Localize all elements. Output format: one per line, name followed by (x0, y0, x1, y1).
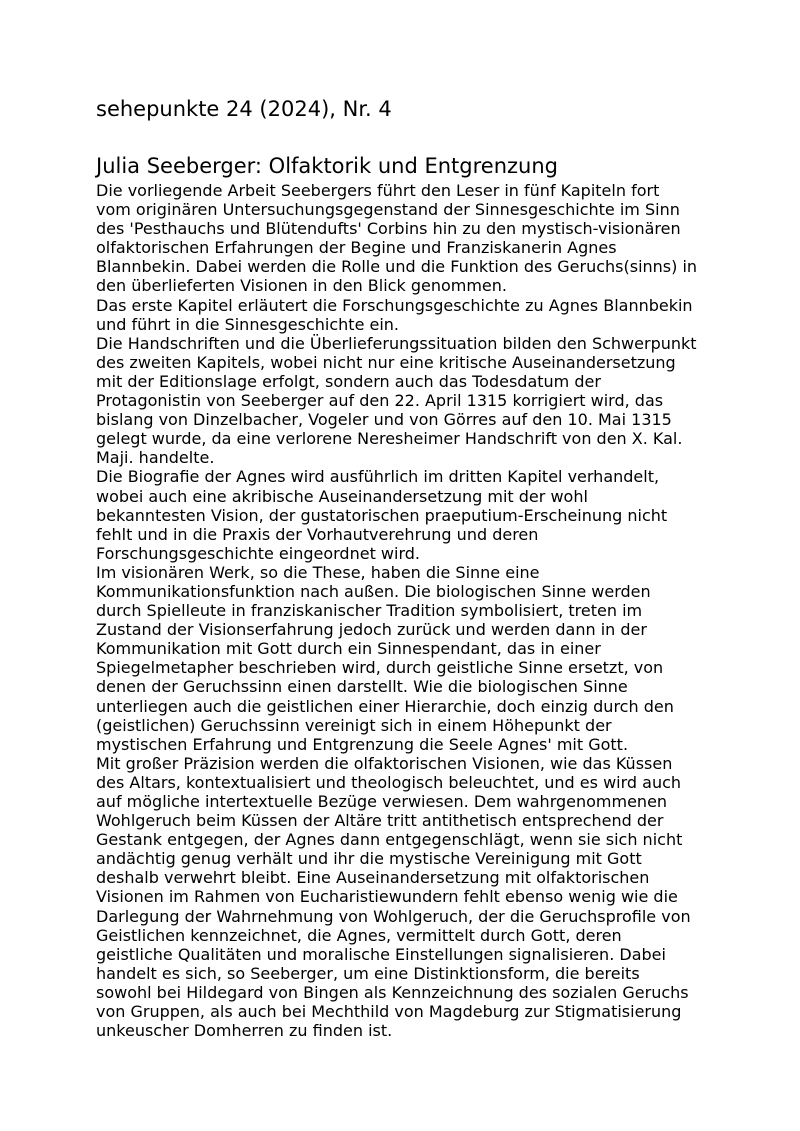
body-paragraph (96, 181, 716, 296)
text-line: sowohl bei Hildegard von Bingen als Kennzeichnung des sozialen Geruchs (96, 982, 689, 1002)
text-line: und führt in die Sinnesgeschichte ein. (96, 314, 400, 334)
text-line: Im visionären Werk, so die These, haben die Sinne eine (96, 562, 540, 582)
text-line: Blannbekin. Dabei werden die Rolle und die Funktion des Geruchs(sinns) in (96, 257, 698, 277)
text-line: wobei auch eine akribische Auseinandersetzung mit der wohl (96, 486, 588, 506)
text-line: vom originären Untersuchungsgegenstand der Sinnesgeschichte im Sinn (96, 200, 680, 220)
text-line: (geistlichen) Geruchssinn vereinigt sich in einem Höhepunkt der (96, 715, 612, 735)
text-line: Gestank entgegen, der Agnes dann entgegenschlägt, wenn sie sich nicht (96, 830, 683, 850)
text-line: bislang von Dinzelbacher, Vogeler und von Görres auf den 10. Mai 1315 (96, 410, 672, 430)
text-line: Forschungsgeschichte eingeordnet wird. (96, 543, 420, 563)
text-line: unterliegen auch die geistlichen einer Hierarchie, doch einzig durch den (96, 696, 674, 716)
text-line: des Altars, kontextualisiert und theologisch beleuchtet, und es wird auch (96, 772, 682, 792)
text-line: deshalb verwehrt bleibt. Eine Auseinandersetzung mit olfaktorischen (96, 868, 650, 888)
text-line: den überlieferten Visionen in den Blick genommen. (96, 276, 507, 296)
text-line: des zweiten Kapitels, wobei nicht nur eine kritische Auseinandersetzung (96, 352, 676, 372)
text-line: des 'Pesthauchs und Blütendufts' Corbins hin zu den mystisch-visionären (96, 219, 681, 239)
text-line: Wohlgeruch beim Küssen der Altäre tritt antithetisch entsprechend der (96, 811, 664, 831)
text-line: Darlegung der Wahrnehmung von Wohlgeruch, der die Geruchsprofile von (96, 906, 691, 926)
text-line: Das erste Kapitel erläutert die Forschungsgeschichte zu Agnes Blannbekin (96, 295, 693, 315)
body-paragraph (96, 296, 716, 334)
text-line: andächtig genug verhält und ihr die mystische Vereinigung mit Gott (96, 849, 642, 869)
text-line: Die Handschriften und die Überlieferungssituation bilden den Schwerpunkt (96, 333, 697, 353)
body-paragraph (96, 754, 716, 1040)
text-line: Die vorliegende Arbeit Seebergers führt den Leser in fünf Kapiteln fort (96, 181, 660, 200)
text-line: von Gruppen, als auch bei Mechthild von Magdeburg zur Stigmatisierung (96, 1002, 682, 1022)
text-line: Spiegelmetapher beschrieben wird, durch geistliche Sinne ersetzt, von (96, 658, 664, 678)
text-line: Geistlichen kennzeichnet, die Agnes, vermittelt durch Gott, deren (96, 925, 622, 945)
text-line: Protagonistin von Seeberger auf den 22. April 1315 korrigiert wird, das (96, 391, 664, 411)
text-line: handelt es sich, so Seeberger, um eine Distinktionsform, die bereits (96, 963, 640, 983)
text-line: Mit großer Präzision werden die olfaktorischen Visionen, wie das Küssen (96, 753, 673, 773)
text-line: Maji. handelte. (96, 448, 215, 468)
document-page (96, 94, 716, 1040)
text-line: olfaktorischen Erfahrungen der Begine und Franziskanerin Agnes (96, 238, 617, 258)
review-title: Julia Seeberger: Olfaktorik und Entgrenzung (96, 154, 558, 178)
body-paragraph (96, 563, 716, 754)
text-line: mit der Editionslage erfolgt, sondern auch das Todesdatum der (96, 371, 601, 391)
text-line: Zustand der Visionserfahrung jedoch zurück und werden dann in der (96, 620, 647, 640)
text-line: denen der Geruchssinn einen darstellt. Wie die biologischen Sinne (96, 677, 628, 697)
text-line: auf mögliche intertextuelle Bezüge verwiesen. Dem wahrgenommenen (96, 792, 668, 811)
text-line: bekanntesten Vision, der gustatorischen praeputium-Erscheinung nicht (96, 505, 668, 525)
text-line: fehlt und in die Praxis der Vorhautverehrung und deren (96, 524, 539, 544)
text-line: durch Spielleute in franziskanischer Tradition symbolisiert, treten im (96, 601, 643, 621)
journal-heading: sehepunkte 24 (2024), Nr. 4 (96, 97, 392, 121)
text-line: gelegt wurde, da eine verlorene Neresheimer Handschrift von den X. Kal. (96, 429, 683, 449)
text-line: geistliche Qualitäten und moralische Einstellungen signalisieren. Dabei (96, 944, 666, 964)
text-line: unkeuscher Domherren zu finden ist. (96, 1021, 393, 1041)
text-line: mystischen Erfahrung und Entgrenzung die Seele Agnes' mit Gott. (96, 734, 629, 754)
text-line: Die Biografie der Agnes wird ausführlich im dritten Kapitel verhandelt, (96, 467, 660, 487)
body-paragraph (96, 467, 716, 562)
text-line: Visionen im Rahmen von Eucharistiewundern fehlt ebenso wenig wie die (96, 887, 678, 907)
body-paragraph (96, 334, 716, 468)
text-line: Kommunikationsfunktion nach außen. Die biologischen Sinne werden (96, 581, 651, 601)
review-body (96, 181, 716, 1040)
text-line: Kommunikation mit Gott durch ein Sinnespendant, das in einer (96, 639, 601, 659)
